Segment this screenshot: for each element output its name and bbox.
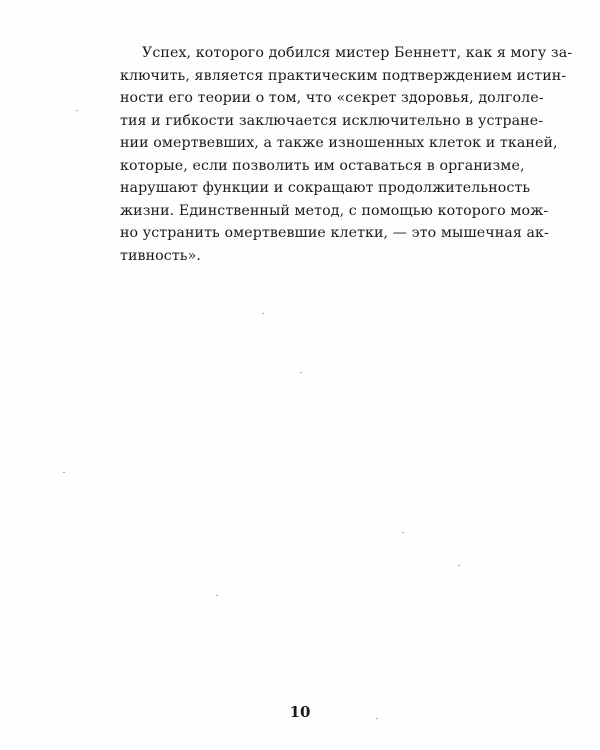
paragraph-line: но устранить омертвевшие клетки, — это мышечная ак- xyxy=(120,225,549,241)
paragraph-line: ключить, является практическим подтверждением истин- xyxy=(120,67,567,84)
paragraph-line: Успех, которого добился мистер Беннетт, как я могу за- xyxy=(142,45,573,61)
scan-speck xyxy=(76,110,78,111)
scan-speck xyxy=(300,372,302,373)
body-paragraph xyxy=(120,42,573,267)
scan-speck xyxy=(402,532,404,533)
scan-speck xyxy=(458,565,460,566)
paragraph-line: ности его теории о том, что «секрет здоровья, долголе- xyxy=(120,90,544,106)
paragraph-line: которые, если позволить им оставаться в организме, xyxy=(120,157,525,174)
paragraph-line: тивность». xyxy=(120,247,201,264)
paragraph-line: нии омертвевших, а также изношенных клеток и тканей, xyxy=(120,135,558,151)
paragraph-line: нарушают функции и сокращают продолжительность xyxy=(120,180,531,196)
paragraph-line: тия и гибкости заключается исключительно в устране- xyxy=(120,112,544,129)
scan-speck xyxy=(63,472,65,473)
paragraph-line: жизни. Единственный метод, с помощью которого мож- xyxy=(120,202,549,219)
page-number: 10 xyxy=(289,703,311,721)
scan-speck xyxy=(262,313,264,314)
scan-speck xyxy=(216,595,218,596)
